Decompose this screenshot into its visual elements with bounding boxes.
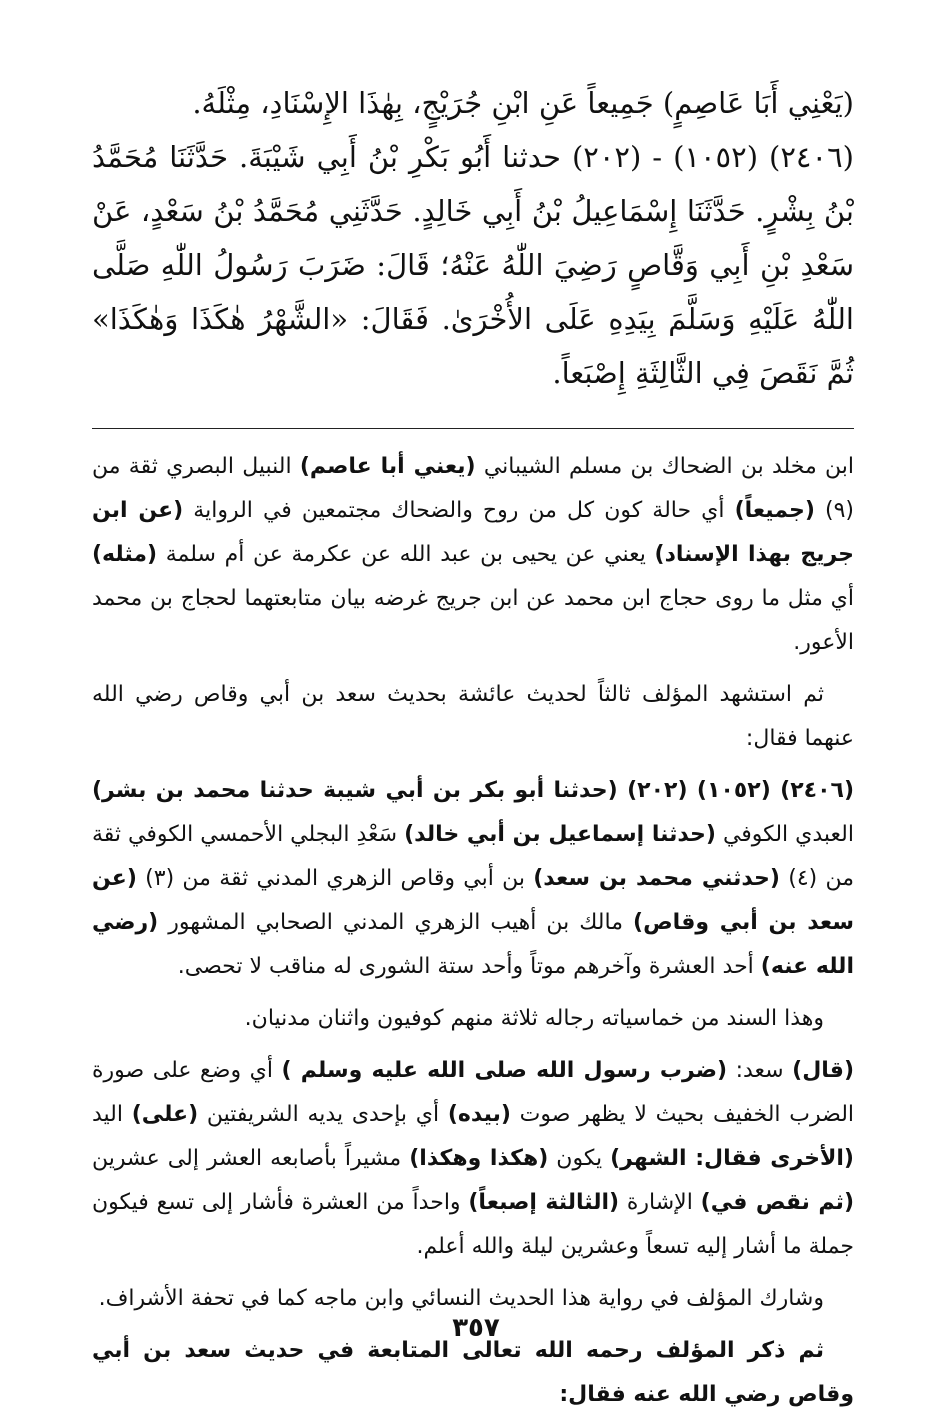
- bold-span: (حدثنا إسماعيل بن أبي خالد): [404, 822, 716, 847]
- bold-span: (ثم نقص في): [700, 1190, 854, 1215]
- text-span: مشيراً بأصابعه العشر إلى عشرين: [92, 1146, 410, 1171]
- commentary-paragraph-6: وشارك المؤلف في رواية هذا الحديث النسائي وابن ماجه كما في تحفة الأشراف.: [98, 1286, 824, 1311]
- text-span: النبيل البصري ثقة من (٩): [92, 454, 855, 523]
- commentary: [92, 445, 854, 1417]
- bold-span: (ضرب رسول الله صلى الله عليه وسلم ): [281, 1058, 728, 1083]
- text-span: يعني عن يحيى بن عبد الله عن عكرمة عن أم سلمة: [157, 542, 655, 567]
- bold-span: (بيده): [447, 1102, 511, 1127]
- hadith-text: [92, 76, 854, 400]
- hadith-2406: (٢٤٠٦) (١٠٥٢) - (٢٠٢) حدثنا أَبُو بَكْرِ بْنُ أَبِي شَيْبَةَ. حَدَّثَنَا مُحَمَّدُ بْنُ بِشْرٍ. حَدَّثَنَا إِسْمَاعِيلُ بْنُ أَبِي خَالِدٍ. حَدَّثَنِي مُحَمَّدُ بْنُ سَعْدٍ، عَنْ سَعْدِ بْنِ أَبِي وَقَّاصٍ رَضِيَ اللّٰهُ عَنْهُ؛ قَالَ: ضَرَبَ رَسُولُ اللّٰهِ صَلَّى اللّٰهُ عَلَيْهِ وَسَلَّمَ بِيَدِهِ عَلَى الأُخْرَىٰ. فَقَالَ: «الشَّهْرُ هٰكَذَا وَهٰكَذَا» ثُمَّ نَقَصَ فِي الثَّالِثَةِ إِصْبَعاً.: [92, 140, 854, 390]
- bold-span: (عن سعد بن أبي وقاص): [92, 866, 854, 935]
- text-span: يكون: [548, 1146, 611, 1171]
- bold-span: ثم ذكر المؤلف رحمه الله تعالى المتابعة في حديث سعد بن أبي وقاص رضي الله عنه فقال:: [92, 1338, 854, 1407]
- bold-span: (عن ابن جريج بهذا الإسناد): [92, 498, 854, 567]
- text-span: أي بإحدى يديه الشريفتين: [198, 1102, 448, 1127]
- text-span: سعد:: [727, 1058, 793, 1083]
- text-span: ابن مخلد بن الضحاك بن مسلم الشيباني: [475, 454, 854, 479]
- bold-span: (٢٤٠٦) (١٠٥٢) (٢٠٢) (حدثنا أبو بكر بن أبي شيبة حدثنا محمد بن بشر): [92, 778, 854, 803]
- text-span: سَعْدِ البجلي الأحمسي الكوفي ثقة من (٤): [92, 822, 855, 891]
- bold-span: (يعني أبا عاصم): [299, 454, 476, 479]
- bold-span: (الأخرى فقال: الشهر): [610, 1146, 854, 1171]
- text-span: واحداً من العشرة فأشار إلى تسع فيكون جملة ما أشار إليه تسعاً وعشرين ليلة والله أعلم.: [92, 1190, 854, 1259]
- bold-span: (مثله): [92, 542, 158, 567]
- bold-span: (قال): [792, 1058, 855, 1083]
- text-span: أحد العشرة وآخرهم موتاً وأحد ستة الشورى له مناقب لا تحصى.: [177, 954, 761, 979]
- bold-span: (حدثني محمد بن سعد): [533, 866, 780, 891]
- text-span: أي وضع على صورة الضرب الخفيف بحيث لا يظهر صوت: [92, 1058, 855, 1127]
- text-span: أي حالة كون كل من روح والضحاك مجتمعين في الرواية: [183, 498, 735, 523]
- bold-span: (جميعاً): [734, 498, 815, 523]
- commentary-paragraph-3: [92, 769, 854, 989]
- text-span: مالك بن أهيب الزهري المدني الصحابي المشهور: [158, 910, 634, 935]
- commentary-paragraph-5: [92, 1049, 854, 1269]
- bold-span: (على): [131, 1102, 199, 1127]
- bold-span: (رضي الله عنه): [92, 910, 854, 979]
- text-span: اليد: [92, 1102, 132, 1127]
- footnote-divider: [92, 428, 854, 429]
- commentary-paragraph-4: وهذا السند من خماسياته رجاله ثلاثة منهم كوفيون واثنان مدنيان.: [244, 1006, 824, 1031]
- bold-span: (هكذا وهكذا): [409, 1146, 549, 1171]
- text-span: الإشارة: [619, 1190, 701, 1215]
- text-span: أي مثل ما روى حجاج ابن محمد عن ابن جريج غرضه بيان متابعتهما لحجاج بن محمد الأعور.: [92, 586, 854, 655]
- text-span: بن أبي وقاص الزهري المدني ثقة من (٣): [136, 866, 534, 891]
- text-span: العبدي الكوفي: [715, 822, 854, 847]
- bold-span: (الثالثة إصبعاً): [468, 1190, 620, 1215]
- commentary-paragraph-1: [92, 445, 854, 665]
- hadith-line-1: (يَعْنِي أَبَا عَاصِمٍ) جَمِيعاً عَنِ ابْنِ جُرَيْجٍ، بِهٰذَا الإِسْنَادِ، مِثْلَهُ.: [192, 86, 854, 120]
- commentary-paragraph-2: ثم استشهد المؤلف ثالثاً لحديث عائشة بحديث سعد بن أبي وقاص رضي الله عنهما فقال:: [92, 682, 854, 751]
- page-number: ٣٥٧: [452, 1313, 500, 1343]
